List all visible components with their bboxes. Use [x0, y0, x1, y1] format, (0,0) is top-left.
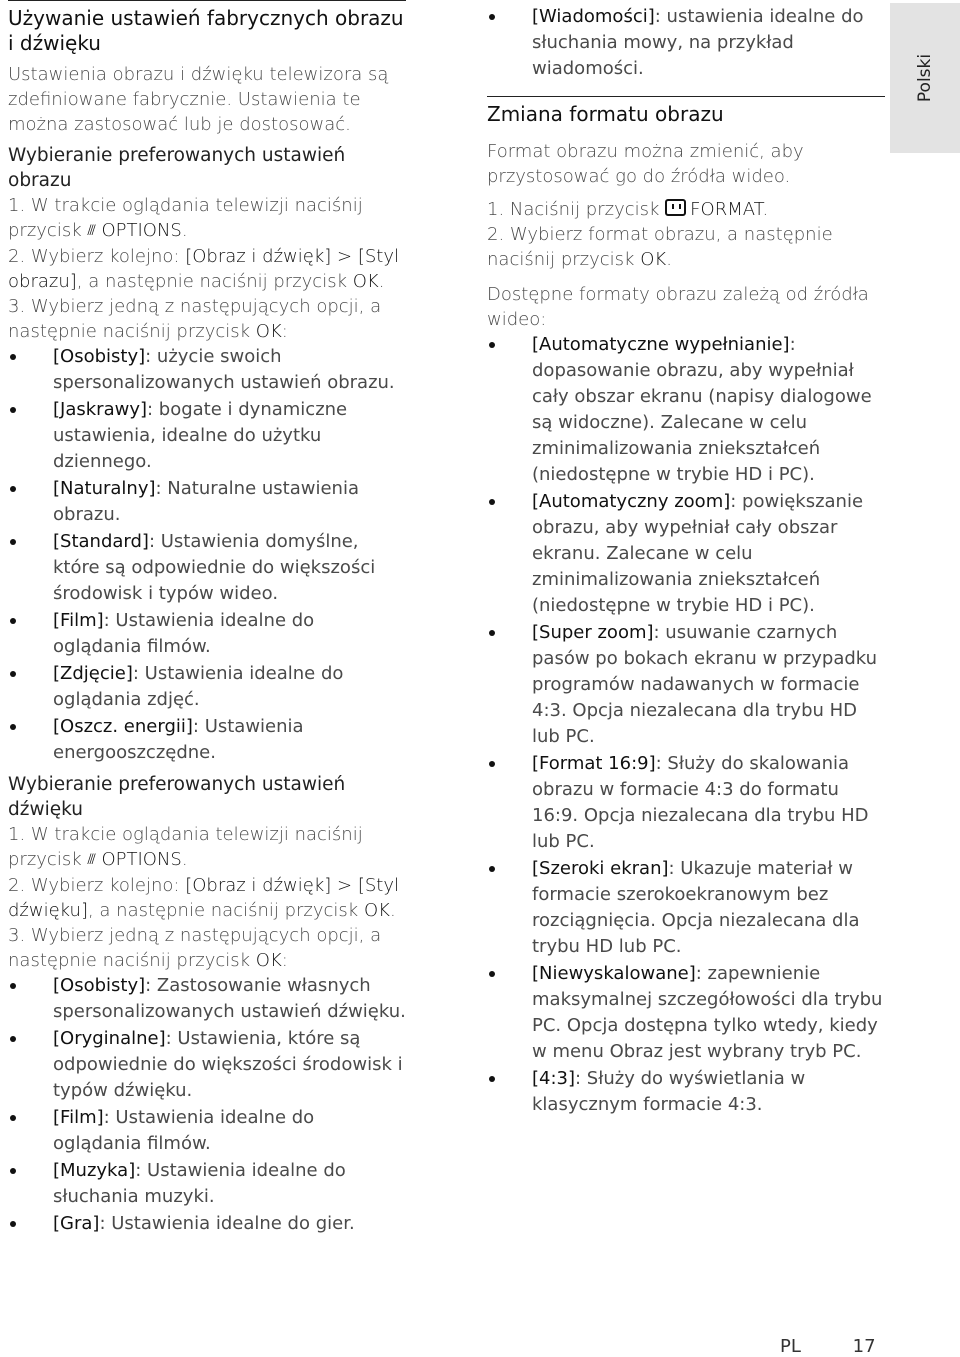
footer-language: PL	[780, 1336, 801, 1357]
list-item	[8, 529, 406, 607]
sound-step-3-key: OK	[255, 950, 282, 971]
item-key: [Jaskrawy]	[53, 399, 147, 420]
list-item	[487, 332, 885, 488]
list-item	[8, 397, 406, 475]
item-key: [Muzyka]	[53, 1160, 136, 1181]
item-key: [Osobisty]	[53, 975, 146, 996]
item-key: [Oszcz. energii]	[53, 716, 193, 737]
sound-step-2-sep: >	[337, 875, 353, 896]
picture-step-2-key3: OK	[352, 271, 379, 292]
list-item	[487, 4, 885, 82]
picture-step-1: 1. W trakcie oglądania telewizji naciśnij przycisk ⫻ OPTIONS.	[8, 193, 406, 244]
language-side-tab-label: Polski	[915, 53, 935, 103]
item-key: [Niewyskalowane]	[532, 963, 696, 984]
list-item	[8, 344, 406, 396]
sound-step-2-key3: OK	[363, 900, 390, 921]
item-desc: : Ustawienia idealne do oglądania zdjęć.	[53, 663, 344, 710]
item-desc: : Ustawienia idealne do oglądania filmów.	[53, 610, 315, 657]
item-key: [Szeroki ekran]	[532, 858, 669, 879]
section-divider	[487, 96, 885, 127]
picture-step-2-suffix: , a następnie naciśnij przycisk	[76, 271, 347, 292]
page-number: 17	[852, 1336, 876, 1357]
item-desc: : bogate i dynamiczne ustawienia, idealne do użytku dziennego.	[53, 399, 348, 472]
sound-step-2: 2. Wybierz kolejno: [Obraz i dźwięk] > [Styl dźwięku], a następnie naciśnij przycisk OK.	[8, 875, 399, 921]
list-item	[8, 714, 406, 766]
right-column	[487, 4, 885, 1119]
picture-step-3-key: OK	[255, 321, 282, 342]
sound-step-3-text: 3. Wybierz jedną z następujących opcji, a następnie naciśnij przycisk	[8, 925, 382, 971]
list-item	[8, 1158, 406, 1210]
item-key: [Standard]	[53, 531, 149, 552]
item-key: [Film]	[53, 610, 104, 631]
sound-step-2-prefix: 2. Wybierz kolejno:	[8, 875, 180, 896]
item-desc: : ustawienia idealne do słuchania mowy, na przykład wiadomości.	[532, 6, 864, 79]
item-desc: : Naturalne ustawienia obrazu.	[53, 478, 359, 525]
item-key: [Oryginalne]	[53, 1028, 166, 1049]
sound-step-2-key2: [Styl dźwięku]	[8, 875, 399, 921]
format-step-1-key: FORMAT	[690, 199, 763, 220]
item-key: [Zdjęcie]	[53, 663, 133, 684]
format-step-2: 2. Wybierz format obrazu, a następnie naciśnij przycisk OK.	[487, 224, 833, 270]
list-item	[487, 856, 885, 960]
picture-step-2: 2. Wybierz kolejno: [Obraz i dźwięk] > [Styl obrazu], a następnie naciśnij przycisk OK.	[8, 246, 399, 292]
item-desc: : zapewnienie maksymalnej szczegółowości dla trybu PC. Opcja dostępna tylko wtedy, kiedy w menu Obraz jest wybrany tryb PC.	[532, 963, 883, 1062]
list-item	[487, 751, 885, 855]
section-title-format: Zmiana formatu obrazu	[487, 102, 724, 126]
sound-step-3: 3. Wybierz jedną z następujących opcji, a następnie naciśnij przycisk OK:	[8, 925, 382, 971]
format-step-1-text: 1. Naciśnij przycisk	[487, 199, 660, 220]
item-desc: : Ustawienia idealne do słuchania muzyki.	[53, 1160, 346, 1207]
list-item	[8, 973, 406, 1025]
item-desc: : Ustawienia idealne do gier.	[99, 1213, 355, 1234]
options-icon: ⫻	[87, 852, 96, 868]
list-item	[8, 608, 406, 660]
list-item	[8, 661, 406, 713]
item-key: [Wiadomości]	[532, 6, 655, 27]
format-step-2-text: 2. Wybierz format obrazu, a następnie naciśnij przycisk	[487, 224, 833, 270]
picture-heading: Wybieranie preferowanych ustawień obrazu	[8, 145, 346, 191]
language-side-tab	[890, 3, 960, 153]
item-desc: : dopasowanie obrazu, aby wypełniał cały obszar ekranu (napisy dialogowe są widoczne). Zalecane w celu zminimalizowania zniekształceń (niedostępne w trybie HD i PC).	[532, 334, 872, 485]
sound-step-2-suffix: , a następnie naciśnij przycisk	[87, 900, 359, 921]
list-item	[8, 1211, 406, 1237]
picture-step-3-text: 3. Wybierz jedną z następujących opcji, a następnie naciśnij przycisk	[8, 296, 382, 342]
sound-step-1-text: 1. W trakcie oglądania telewizji naciśnij przycisk	[8, 824, 363, 870]
picture-step-2-key2: [Styl obrazu]	[8, 246, 399, 292]
item-desc: : Ustawienia energooszczędne.	[53, 716, 304, 763]
sound-step-1-key: OPTIONS	[101, 849, 182, 870]
left-column	[8, 0, 406, 1238]
sound-step-1: 1. W trakcie oglądania telewizji naciśnij przycisk ⫻ OPTIONS.	[8, 822, 406, 873]
item-desc: : Ustawienia idealne do oglądania filmów.	[53, 1107, 315, 1154]
list-item	[8, 1105, 406, 1157]
picture-step-1-text: 1. W trakcie oglądania telewizji naciśnij przycisk	[8, 195, 363, 241]
picture-step-2-sep: >	[337, 246, 353, 267]
item-key: [Naturalny]	[53, 478, 156, 499]
sound-heading: Wybieranie preferowanych ustawień dźwięku	[8, 774, 346, 820]
format-icon	[665, 199, 686, 216]
item-desc: : Służy do wyświetlania w klasycznym formacie 4:3.	[532, 1068, 806, 1115]
sound-step-2-key1: [Obraz i dźwięk]	[185, 875, 332, 896]
format-intro: Format obrazu można zmienić, aby przystosować go do źródła wideo.	[487, 141, 804, 187]
item-desc: : Ukazuje materiał w formacie szerokoekranowym bez rozciągnięcia. Opcja niezalecana dla trybu HD lub PC.	[532, 858, 860, 957]
item-desc: : Ustawienia, które są odpowiednie do większości środowisk i typów dźwięku.	[53, 1028, 403, 1101]
item-key: [Automatyczny zoom]	[532, 491, 731, 512]
item-desc: : Służy do skalowania obrazu w formacie 4:3 do formatu 16:9. Opcja niezalecana dla trybu HD lub PC.	[532, 753, 869, 852]
item-desc: : Zastosowanie własnych spersonalizowanych ustawień dźwięku.	[53, 975, 406, 1022]
list-item	[487, 620, 885, 750]
list-item	[487, 489, 885, 619]
item-key: [Gra]	[53, 1213, 100, 1234]
item-desc: : powiększanie obrazu, aby wypełniał cały obszar ekranu. Zalecane w celu zminimalizowania zniekształceń (niedostępne w trybie HD i PC).	[532, 491, 864, 616]
section-title-presets: Używanie ustawień fabrycznych obrazu i dźwięku	[8, 6, 404, 55]
item-key: [4:3]	[532, 1068, 576, 1089]
formats-intro: Dostępne formaty obrazu zależą od źródła wideo:	[487, 284, 869, 330]
item-key: [Automatyczne wypełnianie]	[532, 334, 790, 355]
list-item	[8, 476, 406, 528]
presets-intro: Ustawienia obrazu i dźwięku telewizora są zdefiniowane fabrycznie. Ustawienia te można zastosować lub je dostosować.	[8, 64, 389, 135]
format-step-2-key: OK	[640, 249, 667, 270]
page-footer	[780, 1336, 876, 1357]
list-item	[487, 1066, 885, 1118]
item-desc: : usuwanie czarnych pasów po bokach ekranu w przypadku programów nadawanych w formacie 4:3. Opcja niezalecana dla trybu HD lub PC.	[532, 622, 878, 747]
picture-options-list	[8, 344, 406, 766]
picture-step-2-prefix: 2. Wybierz kolejno:	[8, 246, 180, 267]
picture-step-3: 3. Wybierz jedną z następujących opcji, a następnie naciśnij przycisk OK:	[8, 296, 382, 342]
format-step-1: 1. Naciśnij przycisk FORMAT.	[487, 199, 769, 220]
sound-options-list-continued	[487, 4, 885, 82]
options-icon: ⫻	[87, 223, 96, 239]
list-item	[8, 1026, 406, 1104]
picture-step-2-key1: [Obraz i dźwięk]	[185, 246, 332, 267]
item-key: [Super zoom]	[532, 622, 654, 643]
sound-options-list	[8, 973, 406, 1237]
item-key: [Osobisty]	[53, 346, 146, 367]
item-key: [Format 16:9]	[532, 753, 656, 774]
item-desc: : Ustawienia domyślne, które są odpowiednie do większości środowisk i typów wideo.	[53, 531, 376, 604]
picture-step-1-key: OPTIONS	[101, 220, 182, 241]
format-options-list	[487, 332, 885, 1118]
item-desc: : użycie swoich spersonalizowanych ustawień obrazu.	[53, 346, 395, 393]
list-item	[487, 961, 885, 1065]
item-key: [Film]	[53, 1107, 104, 1128]
